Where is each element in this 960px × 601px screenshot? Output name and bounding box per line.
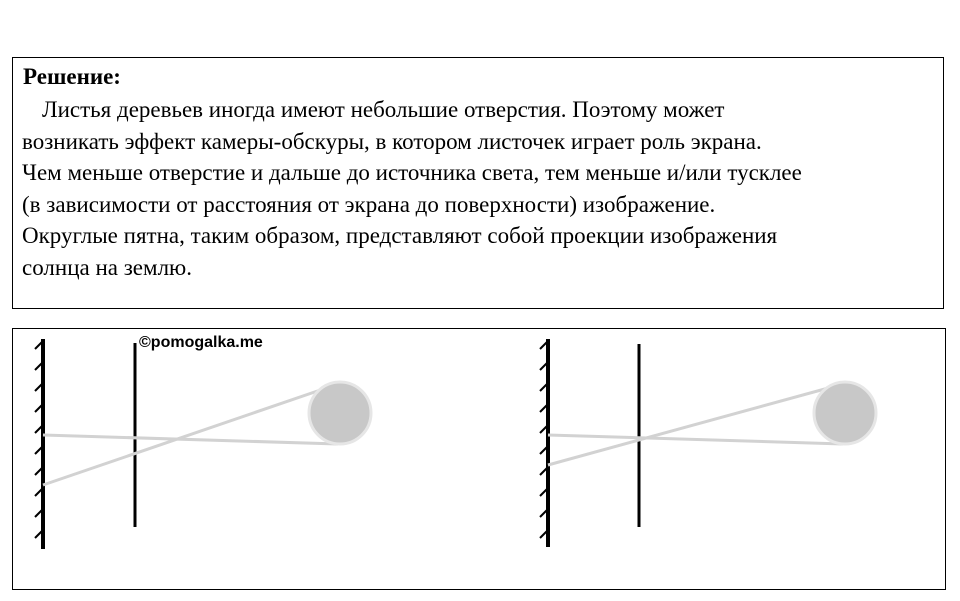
ground-surface-left (35, 339, 43, 549)
solution-text (22, 94, 942, 283)
solution-title: Решение: (23, 64, 121, 89)
solution-line: Листья деревьев иногда имеют небольшие отверстия. Поэтому может (42, 97, 725, 122)
ground-surface-right (540, 339, 548, 547)
diagram-box (12, 328, 946, 590)
sun-circle-left (309, 382, 371, 444)
solution-box (12, 57, 944, 309)
sun-circle-right (814, 382, 876, 444)
solution-line: Округлые пятна, таким образом, представляют собой проекции изображения (22, 223, 778, 248)
light-ray (548, 384, 843, 465)
light-ray (548, 435, 843, 444)
pinhole-scene-left (35, 339, 371, 549)
solution-line: солнца на землю. (22, 254, 192, 280)
light-ray (43, 384, 338, 485)
solution-line: возникать эффект камеры-обскуры, в котором листочек играет роль экрана. (22, 128, 762, 154)
light-ray (43, 435, 338, 444)
pinhole-scene-right (540, 339, 876, 547)
watermark: ©pomogalka.me (139, 334, 263, 351)
solution-line: (в зависимости от расстояния от экрана до поверхности) изображение. (22, 191, 716, 217)
solution-line: Чем меньше отверстие и дальше до источника света, тем меньше и/или тусклее (22, 160, 802, 185)
pinhole-diagram (13, 329, 945, 589)
